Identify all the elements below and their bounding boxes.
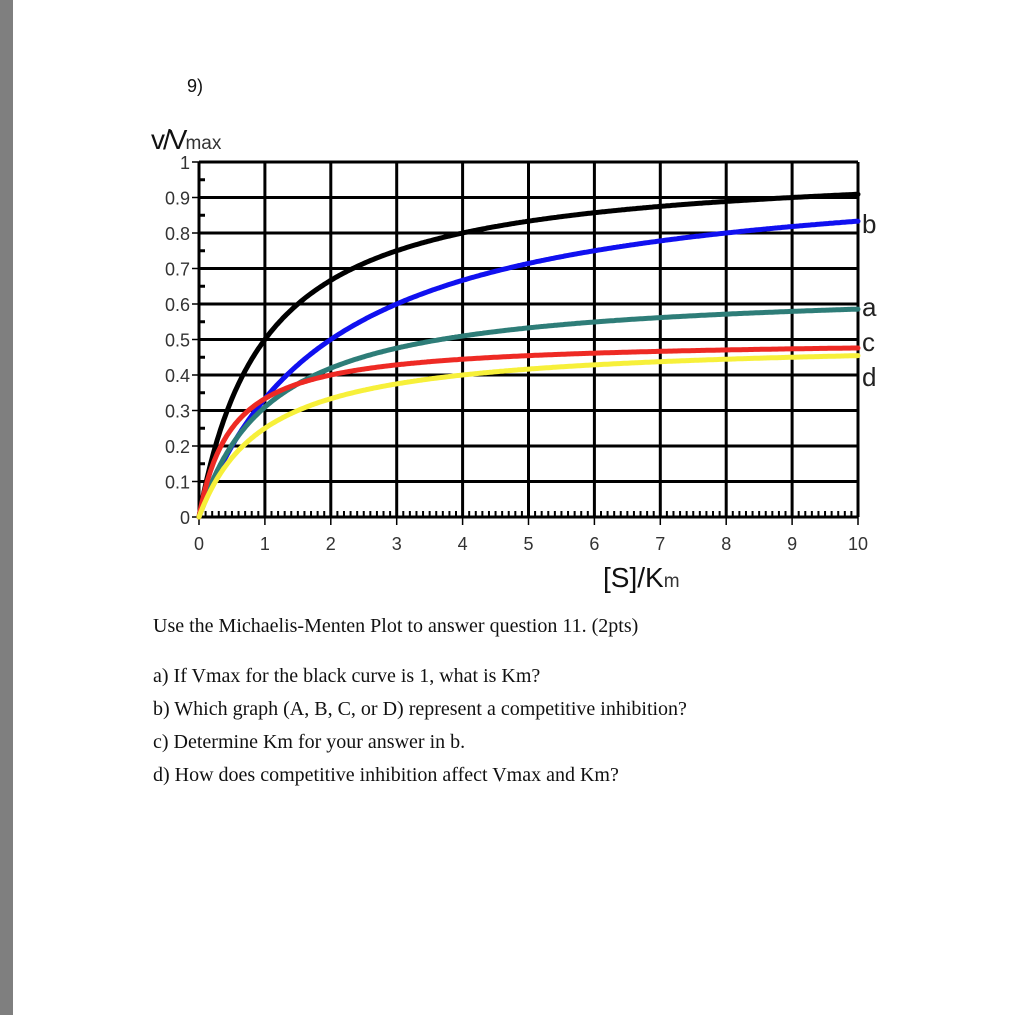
y-axis-label-main: v/V — [151, 124, 186, 155]
y-tick-label: 0.2 — [164, 437, 190, 457]
x-tick-label: 10 — [847, 534, 869, 554]
x-axis-label: [S]/Km — [603, 562, 680, 593]
axis-ticks — [192, 162, 858, 525]
x-tick-label: 2 — [325, 534, 336, 554]
y-axis-label-sub: max — [185, 133, 222, 154]
y-tick-label: 0.8 — [164, 224, 190, 244]
x-tick-label: 8 — [721, 534, 732, 554]
y-tick-label: 0.6 — [164, 295, 190, 315]
question-a: a) If Vmax for the black curve is 1, what is Km? — [153, 665, 541, 687]
y-tick-label: 0 — [179, 508, 190, 528]
question-c: c) Determine Km for your answer in b. — [153, 731, 466, 753]
y-tick-label: 0.5 — [164, 330, 190, 351]
question-b: b) Which graph (A, B, C, or D) represent a competitive inhibition? — [153, 698, 687, 720]
series-labels — [862, 209, 877, 392]
axis-tick-labels — [165, 153, 868, 554]
y-tick-label: 0.4 — [164, 366, 190, 386]
y-tick-label: 0.3 — [164, 401, 190, 422]
x-tick-label: 6 — [589, 534, 600, 554]
series-label-a: a — [862, 292, 877, 322]
y-tick-label: 0.1 — [164, 472, 190, 493]
instructions-text: Use the Michaelis-Menten Plot to answer question 11. (2pts) — [153, 615, 639, 637]
y-tick-label: 0.9 — [164, 188, 190, 209]
series-label-d: d — [862, 362, 877, 392]
question-d: d) How does competitive inhibition affect Vmax and Km? — [153, 764, 619, 786]
question-number: 9) — [187, 76, 204, 96]
x-tick-label: 9 — [787, 534, 798, 554]
chart-grid — [199, 162, 858, 517]
x-tick-label: 5 — [523, 534, 534, 554]
series-label-c: c — [862, 327, 875, 357]
x-tick-label: 1 — [259, 534, 270, 554]
x-tick-label: 4 — [457, 534, 468, 554]
y-tick-label: 0.7 — [164, 259, 190, 280]
x-tick-label: 0 — [193, 534, 205, 554]
series-label-b: b — [862, 209, 877, 239]
x-tick-label: 3 — [391, 534, 402, 554]
x-tick-label: 7 — [655, 534, 666, 554]
y-tick-label: 1 — [179, 153, 190, 173]
